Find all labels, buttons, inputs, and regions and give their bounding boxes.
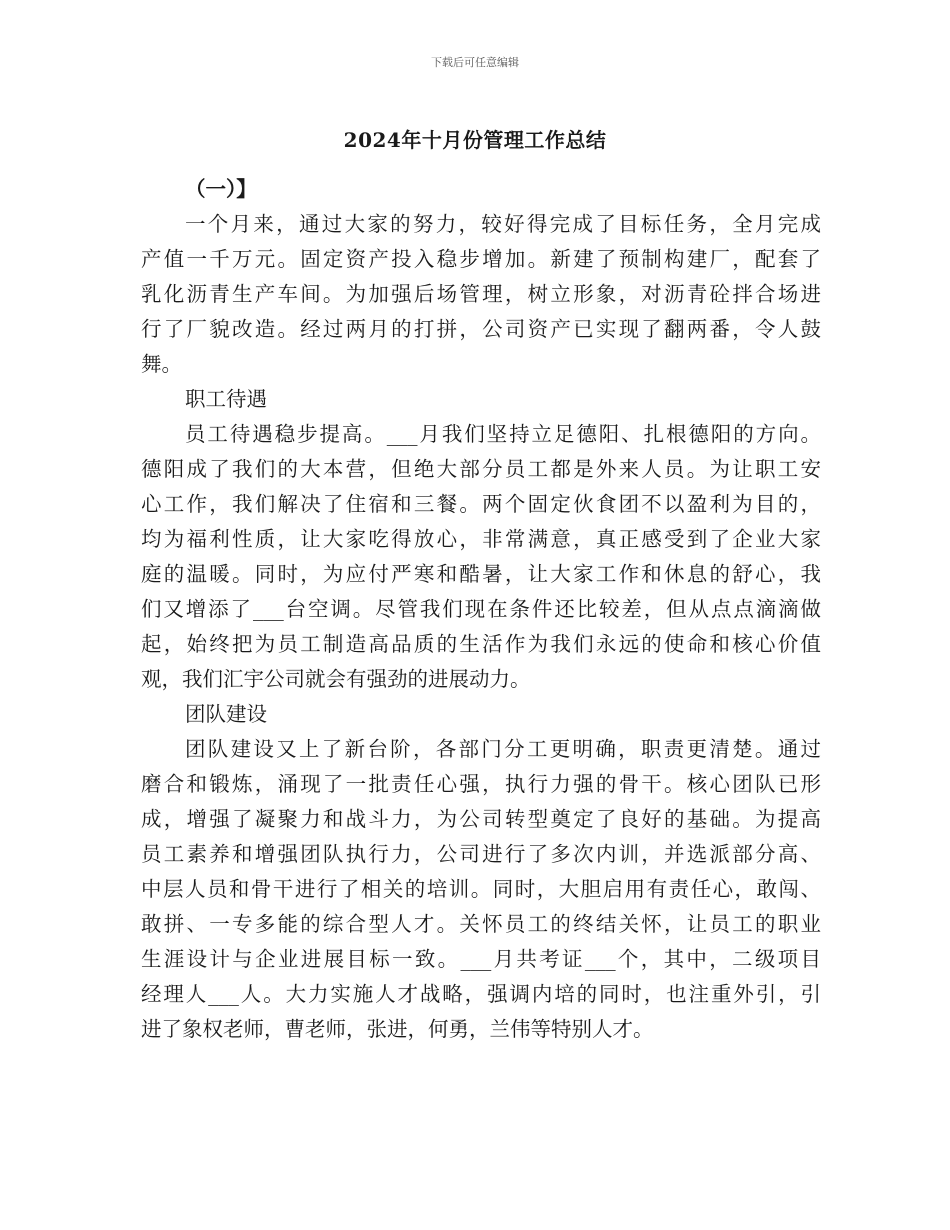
heading-team-building: 团队建设 — [185, 702, 267, 726]
paragraph-line: 行了厂貌改造。经过两月的打拼，公司资产已实现了翻两番，令人鼓 — [141, 317, 821, 341]
paragraph-line: 中层人员和骨干进行了相关的培训。同时，大胆启用有责任心，敢闯、 — [141, 877, 821, 901]
paragraph-line: 心工作，我们解决了住宿和三餐。两个固定伙食团不以盈利为目的， — [141, 492, 821, 516]
paragraph-line: 产值一千万元。固定资产投入稳步增加。新建了预制构建厂，配套了 — [141, 247, 821, 271]
paragraph-line: 均为福利性质，让大家吃得放心，非常满意，真正感受到了企业大家 — [141, 527, 821, 551]
paragraph-3 — [141, 732, 821, 1047]
section-label: （一）】 — [185, 177, 257, 201]
paragraph-line: 成，增强了凝聚力和战斗力，为公司转型奠定了良好的基础。为提高 — [141, 807, 821, 831]
paragraph-line: 经理人___人。大力实施人才战略，强调内培的同时，也注重外引，引 — [141, 982, 821, 1006]
paragraph-line: 一个月来，通过大家的努力，较好得完成了目标任务，全月完成 — [185, 212, 821, 236]
paragraph-line: 庭的温暖。同时，为应付严寒和酷暑，让大家工作和休息的舒心，我 — [141, 562, 821, 586]
paragraph-line: 德阳成了我们的大本营，但绝大部分员工都是外来人员。为让职工安 — [141, 457, 821, 481]
paragraph-line: 员工待遇稳步提高。___月我们坚持立足德阳、扎根德阳的方向。 — [185, 422, 821, 446]
paragraph-1 — [141, 207, 821, 382]
paragraph-2 — [141, 417, 821, 697]
paragraph-line: 敢拼、一专多能的综合型人才。关怀员工的终结关怀，让员工的职业 — [141, 912, 821, 936]
document-body — [141, 172, 821, 1047]
document-title: 2024年十月份管理工作总结 — [343, 128, 607, 152]
paragraph-line: 们又增添了___台空调。尽管我们现在条件还比较差，但从点点滴滴做 — [141, 597, 821, 621]
paragraph-line: 生涯设计与企业进展目标一致。___月共考证___个，其中，二级项目 — [141, 947, 821, 971]
paragraph-line: 员工素养和增强团队执行力，公司进行了多次内训，并选派部分高、 — [141, 842, 821, 866]
heading-staff-benefits: 职工待遇 — [185, 387, 267, 411]
paragraph-line: 磨合和锻炼，涌现了一批责任心强，执行力强的骨干。核心团队已形 — [141, 772, 821, 796]
page-header-note: 下载后可任意编辑 — [431, 56, 519, 69]
paragraph-line: 舞。 — [141, 352, 182, 376]
paragraph-line: 团队建设又上了新台阶，各部门分工更明确，职责更清楚。通过 — [185, 737, 821, 761]
paragraph-line: 起，始终把为员工制造高品质的生活作为我们永远的使命和核心价值 — [141, 632, 821, 656]
paragraph-line: 观，我们汇宇公司就会有强劲的进展动力。 — [141, 667, 531, 691]
paragraph-line: 进了象权老师，曹老师，张进，何勇，兰伟等特别人才。 — [141, 1017, 654, 1041]
paragraph-line: 乳化沥青生产车间。为加强后场管理，树立形象，对沥青砼拌合场进 — [141, 282, 821, 306]
